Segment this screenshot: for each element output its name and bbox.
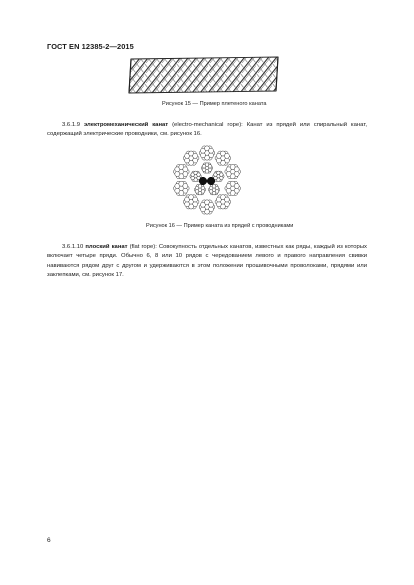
outer-strand <box>225 165 241 179</box>
outer-strand <box>199 200 215 214</box>
outer-strand <box>215 195 231 209</box>
document-header: ГОСТ EN 12385-2—2015 <box>47 42 134 51</box>
section-3-6-1-10 <box>47 243 367 281</box>
term: электромеханический канат <box>83 122 169 128</box>
section-3-6-1-9 <box>47 121 367 140</box>
section-number: 3.6.1.10 <box>62 244 84 250</box>
term-english: (flat rope) <box>129 244 156 250</box>
outer-strand <box>174 165 190 179</box>
core-strand <box>201 163 212 173</box>
conductor <box>207 177 215 185</box>
page-number: 6 <box>47 537 51 544</box>
figure-15-caption: Рисунок 15 — Пример плетеного каната <box>162 101 267 107</box>
term: плоский канат <box>85 244 128 250</box>
outer-strand <box>183 195 199 209</box>
definition-text: : Канат из прядей или спиральный канат, содержащий электрические проводники, см. рисунок 16. <box>47 122 367 138</box>
figure-15-braided-rope <box>128 53 280 97</box>
core-strand <box>208 184 219 194</box>
outer-strand <box>183 151 199 165</box>
outer-strand <box>174 181 190 195</box>
outer-strand <box>215 151 231 165</box>
outer-strand <box>225 181 241 195</box>
figure-16-rope-cross-section <box>162 143 252 217</box>
core-strand <box>194 184 205 194</box>
conductor <box>199 177 207 185</box>
term-english: (electro-mechanical rope) <box>172 122 242 128</box>
definition-text: : Совокупность отдельных канатов, известных как ряды, каждый из которых включает четыре пряди. Обычно 6, 8 или 10 рядов с чередованием левого и правого направления свивки навиваются рядом друг с другом и удерживаются в этом положении прошивочными проволоками, прядями или заклепками, см. рисунок 17. <box>47 244 367 279</box>
outer-strand <box>199 146 215 160</box>
section-number: 3.6.1.9 <box>62 122 81 128</box>
figure-16-caption: Рисунок 16 — Пример каната из прядей с проводниками <box>146 223 294 229</box>
